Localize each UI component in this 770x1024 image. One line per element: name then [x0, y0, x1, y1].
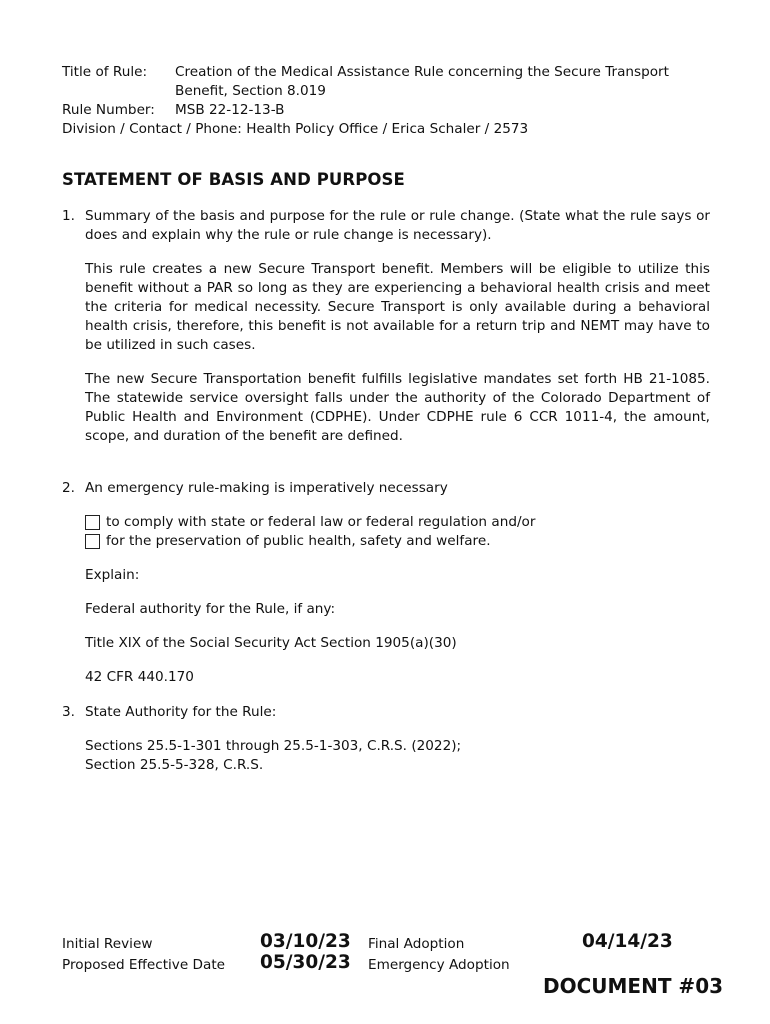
document-number: DOCUMENT #03: [543, 974, 724, 998]
title-line-1: Creation of the Medical Assistance Rule concerning the Secure Transport: [175, 64, 669, 80]
emergency-options: [85, 513, 710, 551]
item-1-question: Summary of the basis and purpose for the rule or rule change. (State what the rule says or does and explain why the rule or rule change is necessary).: [85, 208, 710, 243]
federal-authority-1: Title XIX of the Social Security Act Section 1905(a)(30): [85, 635, 457, 651]
item-2-number: 2.: [62, 480, 75, 496]
item-1-paragraph-1: This rule creates a new Secure Transport benefit. Members will be eligible to utilize this benefit without a PAR so long as they are experiencing a behavioral health crisis and meet the criteria for medical necessity. Secure Transport is only available during a behavioral health crisis, therefore, this benefit is not available for a return trip and NEMT may have to be utilized in such cases.: [85, 261, 710, 353]
item-2-question: An emergency rule-making is imperatively necessary: [85, 480, 448, 496]
review-footer: [62, 932, 722, 1024]
item-1: [62, 207, 710, 461]
item-3-body: [85, 703, 710, 775]
rule-number-row: [62, 101, 722, 120]
option-preservation-label: for the preservation of public health, safety and welfare.: [106, 533, 491, 549]
item-3-question: State Authority for the Rule:: [85, 704, 277, 720]
explain-label: Explain:: [85, 567, 140, 583]
final-adoption-date: 04/14/23: [582, 931, 673, 952]
proposed-effective-date: 05/30/23: [260, 952, 351, 973]
emergency-adoption-label: Emergency Adoption: [368, 957, 510, 973]
division-value: Health Policy Office / Erica Schaler / 2573: [246, 121, 529, 137]
section-title: STATEMENT OF BASIS AND PURPOSE: [62, 170, 405, 189]
proposed-effective-label: Proposed Effective Date: [62, 957, 226, 973]
state-authority-line-2: Section 25.5-5-328, C.R.S.: [85, 757, 264, 773]
option-preservation-row: [85, 532, 710, 551]
option-comply-row: [85, 513, 710, 532]
rule-number-label: Rule Number:: [62, 102, 155, 118]
state-authority-line-1: Sections 25.5-1-301 through 25.5-1-303, C.R.S. (2022);: [85, 738, 462, 754]
final-adoption-label: Final Adoption: [368, 936, 465, 952]
title-value: [175, 63, 722, 101]
item-2: [62, 479, 710, 702]
federal-authority-2: 42 CFR 440.170: [85, 669, 194, 685]
initial-review-label: Initial Review: [62, 936, 153, 952]
title-row: [62, 63, 722, 101]
item-1-body: [85, 207, 710, 446]
comply-checkbox[interactable]: [85, 515, 100, 530]
preservation-checkbox[interactable]: [85, 534, 100, 549]
item-2-body: [85, 479, 710, 687]
rule-header: [62, 63, 722, 139]
item-1-number: 1.: [62, 208, 75, 224]
title-label: Title of Rule:: [62, 64, 148, 80]
option-comply-label: to comply with state or federal law or federal regulation and/or: [106, 514, 536, 530]
initial-review-date: 03/10/23: [260, 931, 351, 952]
item-3-number: 3.: [62, 704, 75, 720]
item-1-paragraph-2: The new Secure Transportation benefit fulfills legislative mandates set forth HB 21-1085. The statewide service oversight falls under the authority of the Colorado Department of Public Health and Environment (CDPHE). Under CDPHE rule 6 CCR 1011-4, the amount, scope, and duration of the benefit are defined.: [85, 371, 710, 444]
rule-number-value: MSB 22-12-13-B: [175, 102, 285, 118]
federal-authority-label: Federal authority for the Rule, if any:: [85, 601, 336, 617]
item-3: [62, 703, 710, 775]
division-label: Division / Contact / Phone:: [62, 121, 242, 137]
title-line-2: Benefit, Section 8.019: [175, 83, 326, 99]
division-row: [62, 120, 722, 139]
